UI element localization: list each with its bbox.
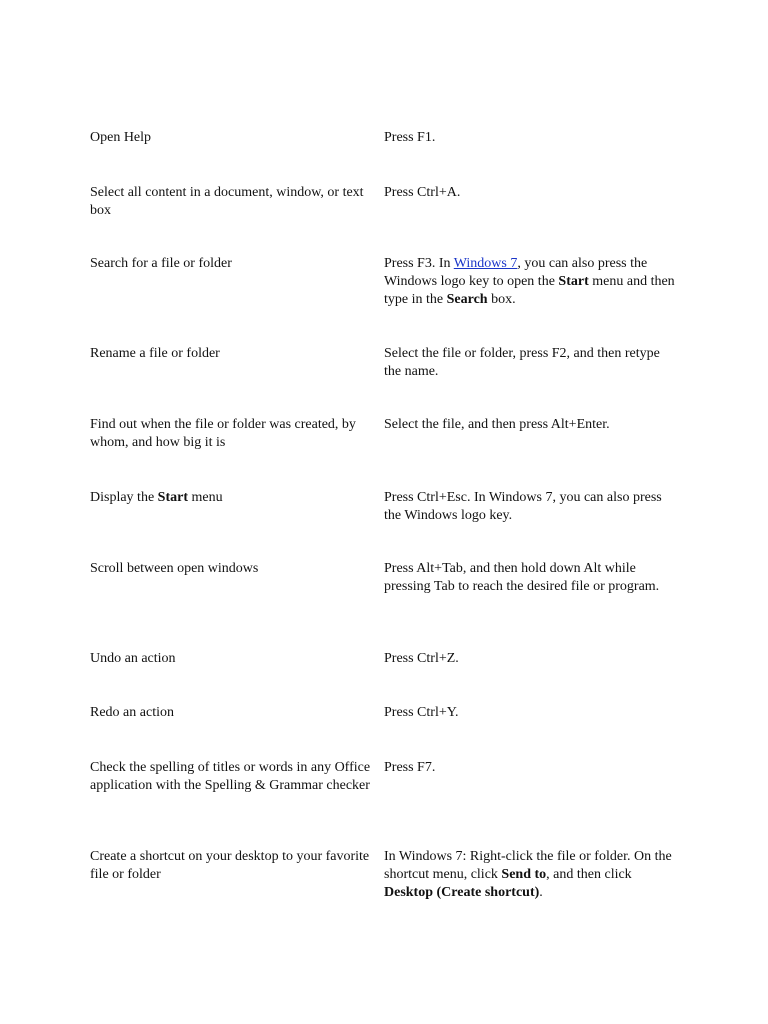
task-text: Find out when the file or folder was created, by whom, and how big it is [90, 417, 356, 450]
action-text [384, 255, 680, 309]
action-text-segment: Press F3. In [384, 256, 454, 271]
action-text: Press Alt+Tab, and then hold down Alt while pressing Tab to reach the desired file or program. [384, 561, 660, 594]
task-text: Create a shortcut on your desktop to your favorite file or folder [90, 849, 370, 882]
task-text: Rename a file or folder [90, 346, 220, 361]
action-text-segment: In Windows 7: Right-click the file or folder. On the shortcut menu, click [384, 849, 672, 882]
task-text-segment: menu [187, 490, 223, 505]
task-text: Scroll between open windows [90, 561, 259, 576]
action-text-segment: , and then click [546, 867, 632, 882]
bold-search: Search [446, 292, 488, 307]
bold-send-to: Send to [501, 867, 547, 882]
action-text: Press Ctrl+Esc. In Windows 7, you can also press the Windows logo key. [384, 490, 662, 523]
action-text-segment: box. [487, 292, 516, 307]
task-text: Undo an action [90, 651, 176, 666]
action-text: Select the file, and then press Alt+Enter. [384, 417, 610, 432]
action-text: Press Ctrl+A. [384, 185, 461, 200]
bold-start: Start [157, 490, 188, 505]
action-text: Select the file or folder, press F2, and then retype the name. [384, 346, 660, 379]
task-text [90, 489, 380, 507]
task-text: Redo an action [90, 705, 174, 720]
action-text: Press Ctrl+Y. [384, 705, 459, 720]
bold-start: Start [558, 274, 589, 289]
action-text-segment: , you can also press the Windows logo key to open the [384, 256, 648, 289]
task-text: Check the spelling of titles or words in any Office application with the Spelling & Grammar checker [90, 760, 371, 793]
action-text: Press Ctrl+Z. [384, 651, 459, 666]
action-text: Press F7. [384, 760, 436, 775]
action-text-segment: menu and then type in the [384, 274, 675, 307]
windows-7-link[interactable]: Windows 7 [453, 256, 518, 271]
bold-desktop-create-shortcut: Desktop (Create shortcut) [384, 885, 540, 900]
action-text: Press F1. [384, 130, 436, 145]
task-text: Search for a file or folder [90, 256, 232, 271]
task-text: Select all content in a document, window, or text box [90, 185, 364, 218]
action-text [384, 848, 680, 902]
task-text-segment: Display the [90, 490, 158, 505]
task-text: Open Help [90, 130, 152, 145]
action-text-segment: . [539, 885, 543, 900]
